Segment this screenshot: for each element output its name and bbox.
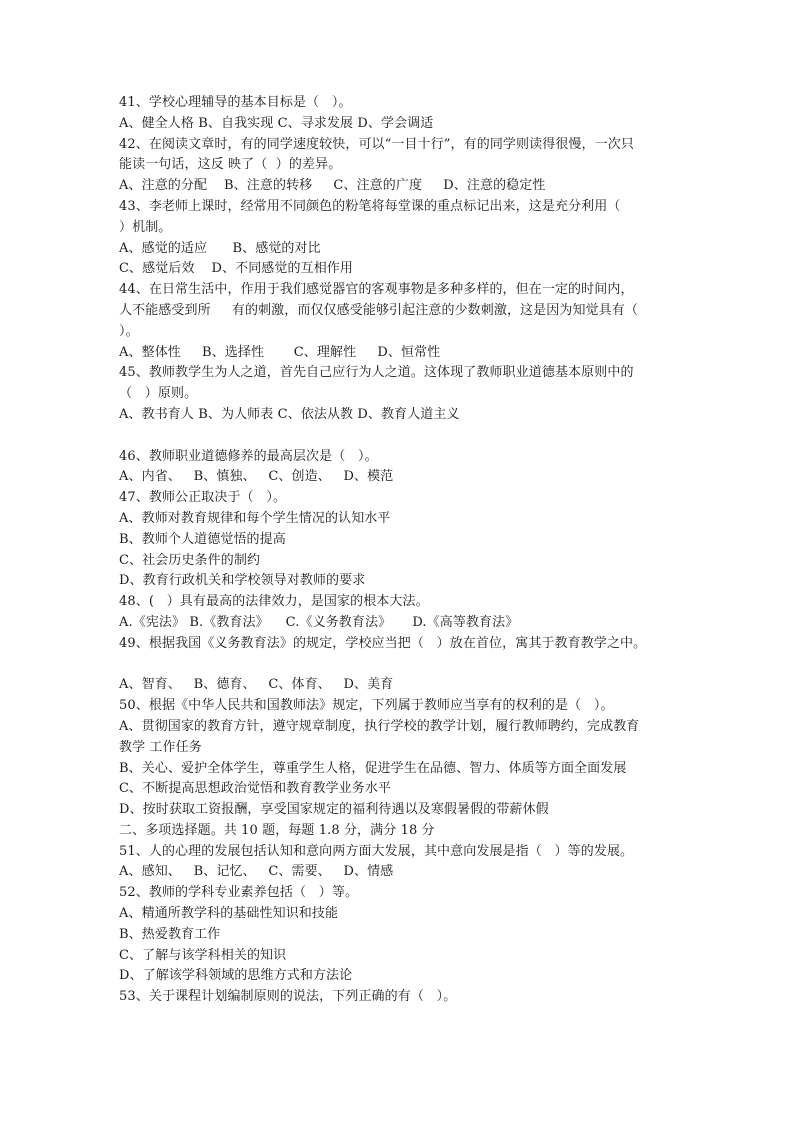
text-line: A、教书育人 B、为人师表 C、依法从教 D、教育人道主义	[119, 406, 460, 422]
text-line: ）机制。	[119, 219, 172, 235]
text-line: C、了解与该学科相关的知识	[119, 947, 287, 963]
text-line: （ ）原则。	[119, 386, 198, 402]
text-line: C、社会历史条件的制约	[119, 552, 261, 568]
text-line: ）。	[119, 323, 139, 339]
blank-line	[119, 426, 679, 447]
blank-line	[119, 655, 679, 676]
document-page	[119, 93, 679, 1008]
text-line: C、感觉后效 D、不同感觉的互相作用	[119, 261, 353, 277]
text-line: B、教师个人道德觉悟的提高	[119, 531, 286, 547]
text-line: 51、人的心理的发展包括认知和意向两方面大发展，其中意向发展是指（ ）等的发展。	[119, 843, 634, 859]
text-line: 46、教师职业道德修养的最高层次是（ ）。	[119, 448, 378, 464]
text-line: 50、根据《中华人民共和国教师法》规定，下列属于教师应当享有的权利的是（ ）。	[119, 698, 614, 714]
text-line: 47、教师公正取决于（ ）。	[119, 490, 287, 506]
text-line: 二、多项选择题。共 10 题，每题 1.8 分，满分 18 分	[119, 822, 435, 838]
text-line: 41、学校心理辅导的基本目标是（ ）。	[119, 95, 352, 110]
text-line: 49、根据我国《义务教育法》的规定，学校应当把（ ）放在首位，寓其于教育教学之中。	[119, 635, 647, 651]
text-line: A、内省、 B、慎独、 C、创造、 D、模范	[119, 469, 394, 485]
text-line: D、教育行政机关和学校领导对教师的要求	[119, 573, 366, 589]
text-line: A、精通所教学科的基础性知识和技能	[119, 906, 339, 922]
text-line: D、按时获取工资报酬，享受国家规定的福利待遇以及寒假暑假的带薪休假	[119, 802, 549, 818]
text-line: 53、关于课程计划编制原则的说法，下列正确的有（ ）。	[119, 989, 457, 1005]
text-line: A、注意的分配 B、注意的转移 C、注意的广度 D、注意的稳定性	[119, 178, 546, 194]
text-line: A、智育、 B、德育、 C、体育、 D、美育	[119, 677, 394, 693]
text-line: C、不断提高思想政治觉悟和教育教学业务水平	[119, 781, 392, 797]
text-line: B、关心、爱护全体学生，尊重学生人格，促进学生在品德、智力、体质等方面全面发展	[119, 760, 627, 776]
text-line: A、感知、 B、记忆、 C、需要、 D、情感	[119, 864, 394, 880]
text-line: A、教师对教育规律和每个学生情况的认知水平	[119, 510, 391, 526]
text-line: 52、教师的学科专业素养包括（ ）等。	[119, 885, 359, 901]
text-line: A、感觉的适应 B、感觉的对比	[119, 240, 321, 256]
text-line: 43、李老师上课时，经常用不同颜色的粉笔将每堂课的重点标记出来，这是充分利用（	[119, 198, 621, 214]
text-line: 42、在阅读文章时，有的同学速度较快，可以“一目十行”，有的同学则读得很慢，一次只	[119, 136, 634, 152]
text-line: A、整体性 B、选择性 C、理解性 D、恒常性	[119, 344, 441, 360]
text-line: 48、( ）具有最高的法律效力，是国家的根本大法。	[119, 594, 429, 610]
text-line: 44、在日常生活中，作用于我们感觉器官的客观事物是多种多样的，但在一定的时间内，	[119, 282, 634, 298]
text-line: A、贯彻国家的教育方针，遵守规章制度，执行学校的教学计划，履行教师聘约，完成教育	[119, 718, 640, 734]
text-line: A.《宪法》 B.《教育法》 C.《义务教育法》 D.《高等教育法》	[119, 614, 519, 630]
text-line: A、健全人格 B、自我实现 C、寻求发展 D、学会调适	[119, 115, 434, 131]
text-line: 教学 工作任务	[119, 739, 202, 755]
text-line: B、热爱教育工作	[119, 926, 221, 942]
text-line: 45、教师教学生为人之道，首先自己应行为人之道。这体现了教师职业道德基本原则中的	[119, 365, 634, 381]
text-line: D、了解该学科领域的思维方式和方法论	[119, 968, 353, 984]
text-line: 能读一句话，这反 映了（ ）的差异。	[119, 157, 342, 173]
text-line: 人不能感受到所 有的刺激，而仅仅感受能够引起注意的少数刺激，这是因为知觉具有（	[119, 302, 638, 318]
